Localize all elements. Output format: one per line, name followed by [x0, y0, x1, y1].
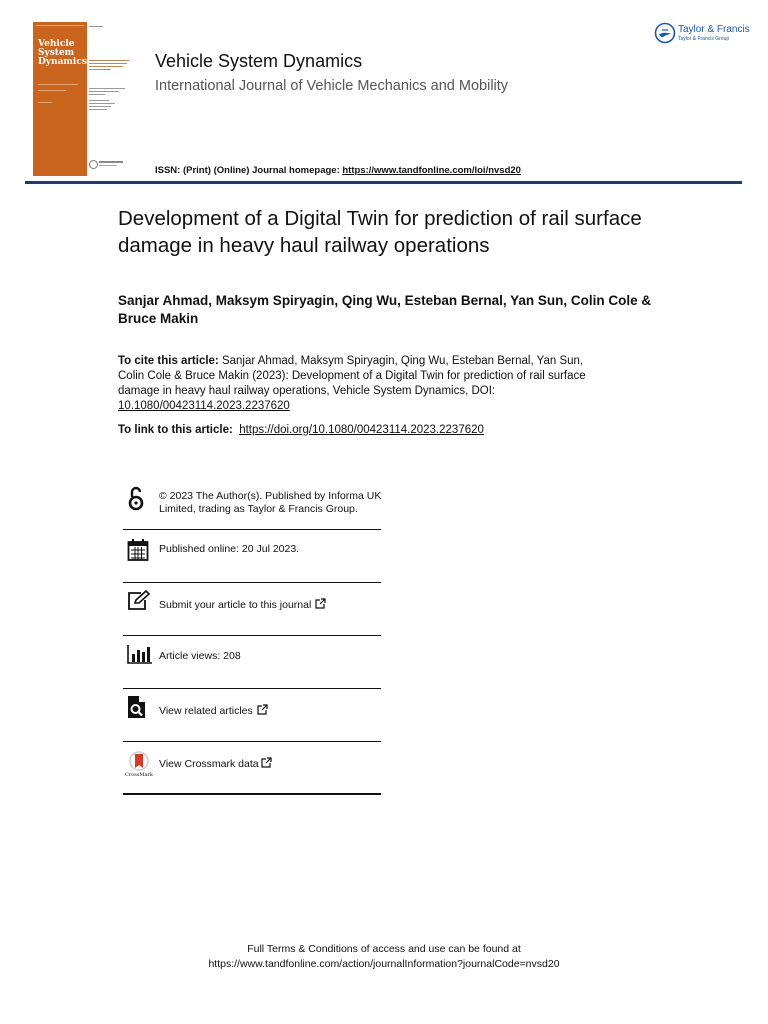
issn-line	[155, 165, 521, 176]
open-access-row	[123, 484, 381, 532]
submit-row[interactable]	[123, 584, 381, 636]
publisher-name: Taylor & Francis	[678, 24, 750, 35]
related-articles-text: View related articles	[159, 705, 253, 717]
issn-text: ISSN: (Print) (Online) Journal homepage:	[155, 165, 343, 176]
journal-title: Vehicle System Dynamics	[155, 51, 363, 71]
publisher-logo[interactable]	[654, 22, 750, 48]
article-link[interactable]: https://doi.org/10.1080/00423114.2023.2237620	[239, 424, 484, 436]
crossmark-row[interactable]	[123, 742, 381, 796]
footer	[0, 942, 768, 972]
published-date-text: Published online: 20 Jul 2023.	[159, 543, 300, 555]
edit-icon	[127, 590, 151, 612]
publisher-group: Taylor & Francis Group	[678, 36, 730, 42]
article-authors: Sanjar Ahmad, Maksym Spiryagin, Qing Wu, Esteban Bernal, Yan Sun, Colin Cole & Bruce Makin	[118, 293, 652, 326]
citation-label: To cite this article:	[118, 355, 219, 367]
journal-cover-side-panel	[87, 22, 135, 176]
crossmark-text: View Crossmark data	[159, 758, 259, 770]
external-link-icon	[257, 704, 268, 715]
calendar-icon	[127, 538, 149, 562]
open-access-text: © 2023 The Author(s). Published by Informa UK Limited, trading as Taylor & Francis Group.	[159, 490, 382, 515]
open-access-icon	[127, 486, 145, 512]
doi-link[interactable]: 10.1080/00423114.2023.2237620	[118, 400, 290, 412]
article-views-text: Article views: 208	[159, 650, 241, 662]
citation-block	[118, 354, 608, 414]
citation-text: Sanjar Ahmad, Maksym Spiryagin, Qing Wu, Esteban Bernal, Yan Sun, Colin Cole & Bruce Makin (2023): Development of a Digital Twin for prediction of rail surface damage in heavy haul railway operations, Vehicle System Dynamics, DOI:	[118, 355, 586, 397]
external-link-icon	[261, 757, 272, 768]
mini-publisher-logo-icon	[89, 160, 98, 169]
bar-chart-icon	[127, 644, 153, 664]
crossmark-logo-text: CrossMark	[125, 772, 153, 778]
external-link-icon	[315, 598, 326, 609]
crossmark-link[interactable]	[159, 757, 272, 771]
views-row	[123, 636, 381, 689]
related-row[interactable]	[123, 689, 381, 742]
submit-article-link[interactable]	[159, 598, 326, 612]
header-divider	[25, 181, 742, 184]
journal-cover-image	[33, 22, 87, 176]
footer-terms-text: Full Terms & Conditions of access and use can be found at	[247, 943, 521, 955]
article-link-line	[118, 424, 484, 436]
article-link-label: To link to this article:	[118, 424, 233, 436]
submit-article-text: Submit your article to this journal	[159, 599, 312, 611]
footer-terms-url: https://www.tandfonline.com/action/journalInformation?journalCode=nvsd20	[208, 958, 560, 970]
crossmark-icon	[125, 750, 153, 778]
taylor-francis-logo-icon	[654, 22, 676, 44]
search-document-icon	[127, 695, 147, 719]
journal-subtitle: International Journal of Vehicle Mechanics and Mobility	[155, 78, 509, 94]
published-row	[123, 532, 381, 584]
article-title: Development of a Digital Twin for prediction of rail surface damage in heavy haul railway operations	[118, 207, 642, 257]
journal-homepage-link[interactable]: https://www.tandfonline.com/loi/nvsd20	[342, 165, 521, 176]
cover-title: Vehicle System Dynamics	[38, 39, 87, 67]
related-articles-link[interactable]	[159, 704, 268, 718]
